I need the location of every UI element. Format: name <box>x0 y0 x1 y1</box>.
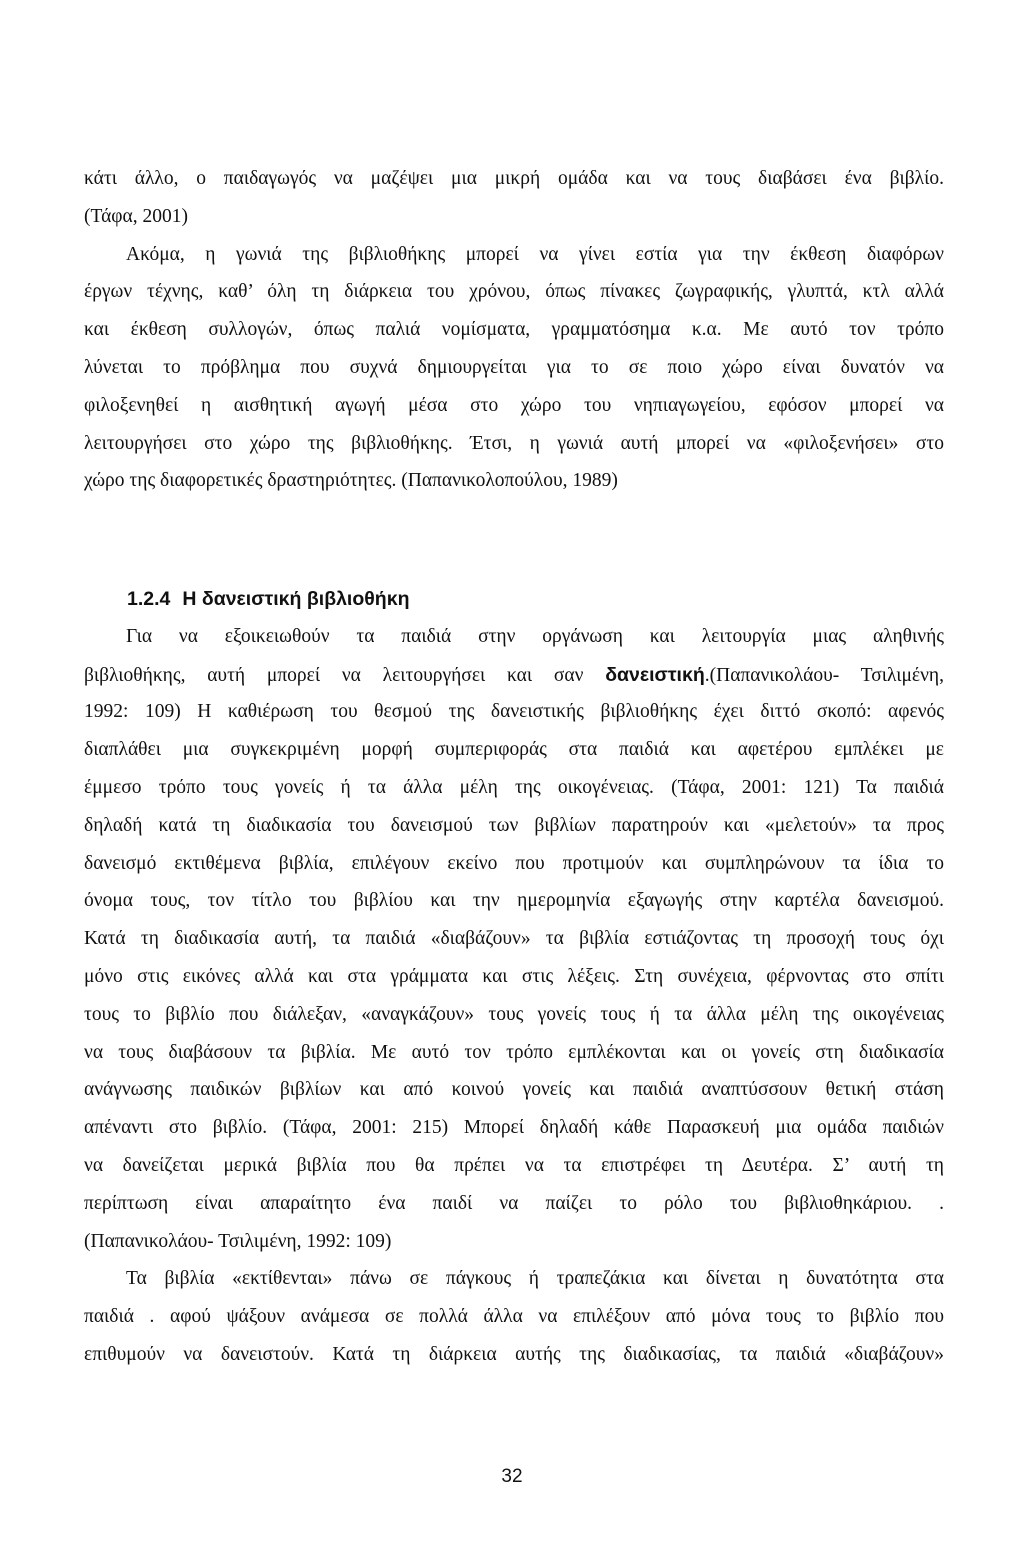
text-line: δηλαδή κατά τη διαδικασία του δανεισμού των βιβλίων παρατηρούν και «μελετούν» τα προς <box>84 815 944 836</box>
text-line: τους το βιβλίο που διάλεξαν, «αναγκάζουν» τους γονείς τους ή τα άλλα μέλη της οικογένειας <box>84 1004 944 1025</box>
text-line: έργων τέχνης, καθ’ όλη τη διάρκεια του χρόνου, όπως πίνακες ζωγραφικής, γλυπτά, κτλ αλλά <box>84 281 944 302</box>
text-line: 1992: 109) Η καθιέρωση του θεσμού της δανειστικής βιβλιοθήκης έχει διττό σκοπό: αφενός <box>84 701 944 722</box>
text-line: έμμεσο τρόπο τους γονείς ή τα άλλα μέλη της οικογένειας. (Τάφα, 2001: 121) Τα παιδιά <box>84 777 944 798</box>
text-span: .(Παπανικολάου- Τσιλιμένη, <box>704 665 944 686</box>
text-line: επιθυμούν να δανειστούν. Κατά τη διάρκεια αυτής της διαδικασίας, τα παιδιά «διαβάζουν» <box>84 1344 944 1365</box>
text-line: Τα βιβλία «εκτίθενται» πάνω σε πάγκους ή τραπεζάκια και δίνεται η δυνατότητα στα <box>126 1268 944 1289</box>
text-line: δανεισμό εκτιθέμενα βιβλία, επιλέγουν εκείνο που προτιμούν και συμπληρώνουν τα ίδια το <box>84 853 944 874</box>
text-line: να δανείζεται μερικά βιβλία που θα πρέπει να τα επιστρέφει τη Δευτέρα. Σ’ αυτή τη <box>84 1155 944 1176</box>
text-line: μόνο στις εικόνες αλλά και στα γράμματα και στις λέξεις. Στη συνέχεια, φέρνοντας στο σπίτι <box>84 966 944 987</box>
text-line: Για να εξοικειωθούν τα παιδιά στην οργάνωση και λειτουργία μιας αληθινής <box>126 626 944 647</box>
text-line: λύνεται το πρόβλημα που συχνά δημιουργείται για το σε ποιο χώρο είναι δυνατόν να <box>84 357 944 378</box>
bold-term: δανειστική <box>605 664 705 686</box>
text-line: διαπλάθει μια συγκεκριμένη μορφή συμπεριφοράς στα παιδιά και αφετέρου εμπλέκει με <box>84 739 944 760</box>
text-line: και έκθεση συλλογών, όπως παλιά νομίσματα, γραμματόσημα κ.α. Με αυτό τον τρόπο <box>84 319 944 340</box>
text-line: Κατά τη διαδικασία αυτή, τα παιδιά «διαβάζουν» τα βιβλία εστιάζοντας τη προσοχή τους όχι <box>84 928 944 949</box>
section-title: Η δανειστική βιβλιοθήκη <box>182 588 410 610</box>
page-number: 32 <box>501 1466 523 1487</box>
text-line: χώρο της διαφορετικές δραστηριότητες. (Παπανικολοπούλου, 1989) <box>84 470 618 491</box>
text-line: ανάγνωσης παιδικών βιβλίων και από κοινού γονείς και παιδιά αναπτύσσουν θετική στάση <box>84 1079 944 1100</box>
text-line: απέναντι στο βιβλίο. (Τάφα, 2001: 215) Μπορεί δηλαδή κάθε Παρασκευή μια ομάδα παιδιών <box>84 1117 944 1138</box>
text-line: κάτι άλλο, ο παιδαγωγός να μαζέψει μια μικρή ομάδα και να τους διαβάσει ένα βιβλίο. <box>84 168 944 189</box>
text-line: (Τάφα, 2001) <box>84 206 188 227</box>
text-line: περίπτωση είναι απαραίτητο ένα παιδί να παίζει το ρόλο του βιβλιοθηκάριου. . <box>84 1193 944 1214</box>
text-line: να τους διαβάσουν τα βιβλία. Με αυτό τον τρόπο εμπλέκονται και οι γονείς στη διαδικασία <box>84 1042 944 1063</box>
section-number: 1.2.4 <box>127 588 171 610</box>
text-line: φιλοξενηθεί η αισθητική αγωγή μέσα στο χώρο του νηπιαγωγείου, εφόσον μπορεί να <box>84 395 944 416</box>
text-line: όνομα τους, τον τίτλο του βιβλίου και την ημερομηνία εξαγωγής στην καρτέλα δανεισμού. <box>84 890 944 911</box>
text-line: λειτουργήσει στο χώρο της βιβλιοθήκης. Έτσι, η γωνιά αυτή μπορεί να «φιλοξενήσει» στο <box>84 433 944 454</box>
text-line: Ακόμα, η γωνιά της βιβλιοθήκης μπορεί να γίνει εστία για την έκθεση διαφόρων <box>126 244 944 265</box>
text-line <box>84 663 944 688</box>
text-span: βιβλιοθήκης, αυτή μπορεί να λειτουργήσει και σαν <box>84 665 606 686</box>
text-line: παιδιά . αφού ψάξουν ανάμεσα σε πολλά άλλα να επιλέξουν από μόνα τους το βιβλίο που <box>84 1306 944 1327</box>
section-heading <box>127 587 410 611</box>
text-line: (Παπανικολάου- Τσιλιμένη, 1992: 109) <box>84 1231 392 1252</box>
